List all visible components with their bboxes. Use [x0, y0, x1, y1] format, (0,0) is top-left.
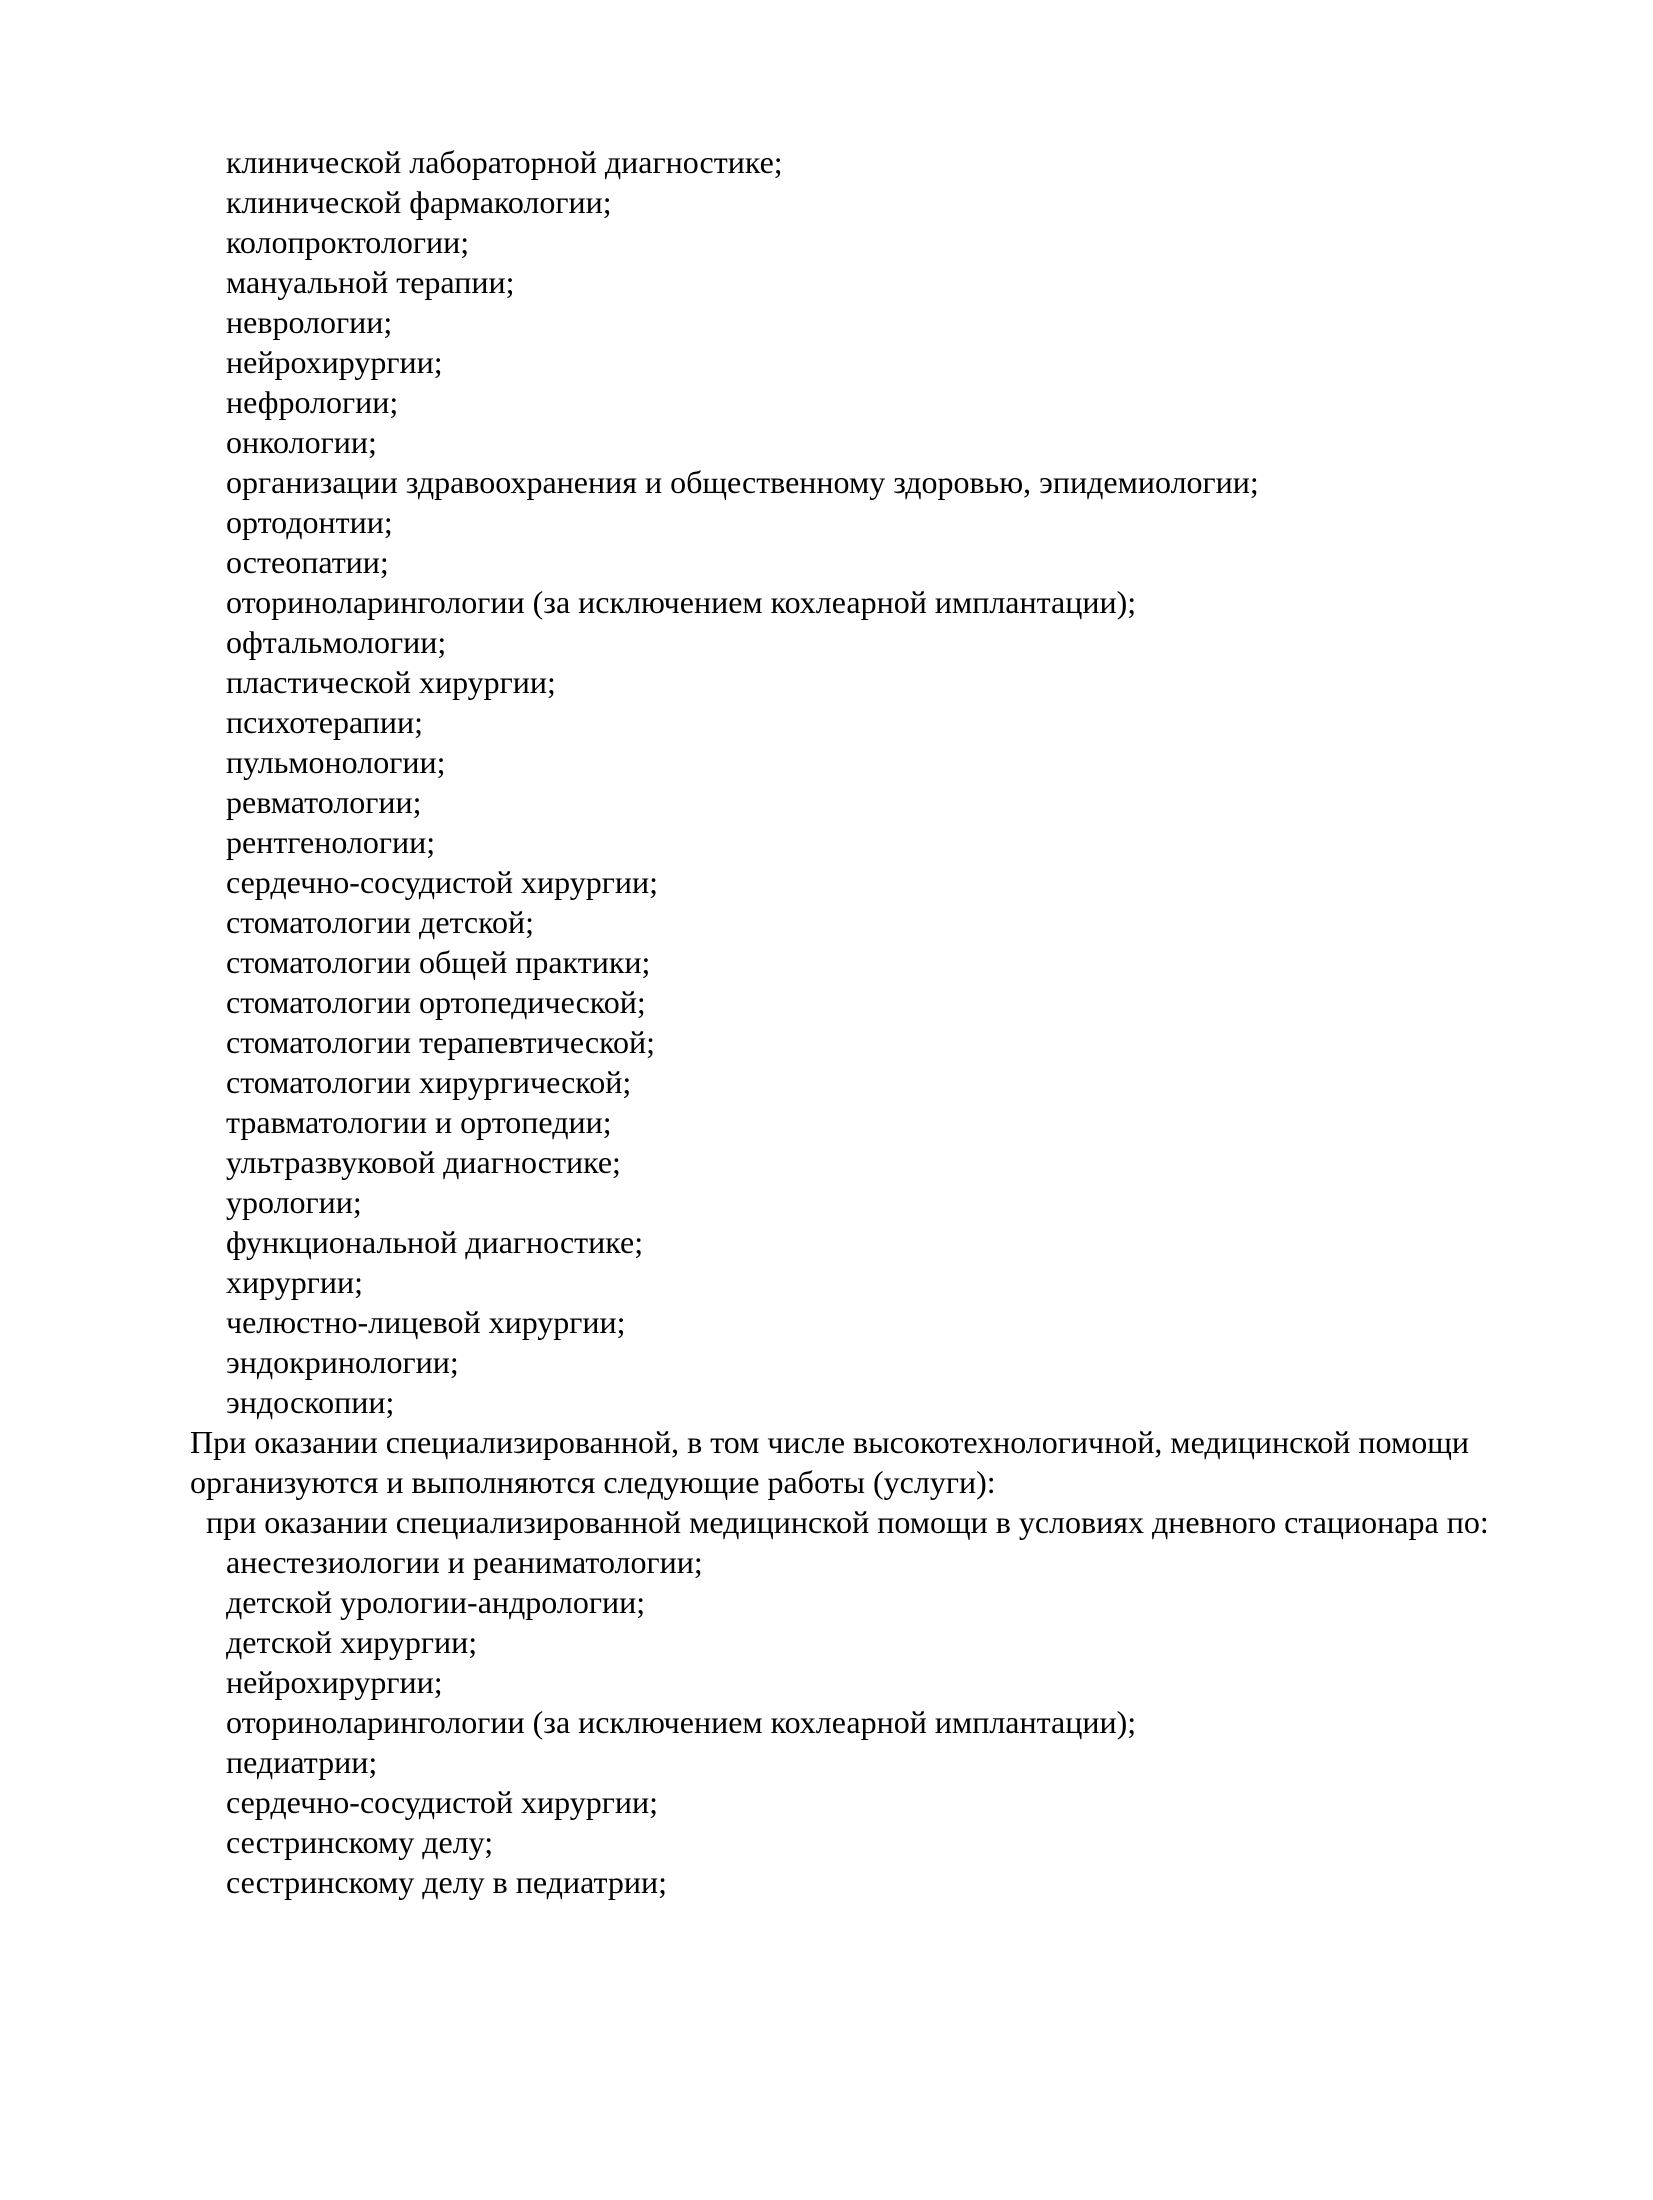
specialty-item: хирургии; — [226, 1264, 363, 1300]
specialty-item: нейрохирургии; — [226, 344, 443, 380]
specialty-item: функциональной диагностике; — [226, 1224, 644, 1260]
specialty-item: ультразвуковой диагностике; — [226, 1144, 621, 1180]
specialty-item: организации здравоохранения и общественному здоровью, эпидемиологии; — [226, 464, 1259, 500]
specialty-item: анестезиологии и реаниматологии; — [226, 1544, 703, 1580]
specialty-item: сестринскому делу; — [226, 1824, 494, 1860]
specialized-care-paragraph-line: организуются и выполняются следующие работы (услуги): — [190, 1464, 996, 1500]
specialty-item: оториноларингологии (за исключением кохлеарной имплантации); — [226, 584, 1137, 620]
specialty-item: оториноларингологии (за исключением кохлеарной имплантации); — [226, 1704, 1137, 1740]
specialty-item: ревматологии; — [226, 784, 422, 820]
specialty-item: клинической лабораторной диагностике; — [226, 144, 783, 180]
specialty-item: стоматологии хирургической; — [226, 1064, 632, 1100]
specialty-item: ортодонтии; — [226, 504, 393, 540]
specialty-item: педиатрии; — [226, 1744, 378, 1780]
specialty-item: онкологии; — [226, 424, 377, 460]
specialized-care-paragraph-line: При оказании специализированной, в том числе высокотехнологичной, медицинской помощи — [190, 1424, 1469, 1460]
specialty-item: урологии; — [226, 1184, 362, 1220]
specialty-item: колопроктологии; — [226, 224, 470, 260]
specialty-item: детской урологии-андрологии; — [226, 1584, 646, 1620]
specialty-item: пульмонологии; — [226, 744, 446, 780]
specialty-item: сестринскому делу в педиатрии; — [226, 1864, 667, 1900]
specialty-item: остеопатии; — [226, 544, 389, 580]
specialty-item: неврологии; — [226, 304, 393, 340]
specialty-item: сердечно-сосудистой хирургии; — [226, 864, 658, 900]
specialty-item: детской хирургии; — [226, 1624, 478, 1660]
specialty-item: пластической хирургии; — [226, 664, 556, 700]
specialty-item: травматологии и ортопедии; — [226, 1104, 612, 1140]
day-hospital-heading: при оказании специализированной медицинской помощи в условиях дневного стационара по: — [206, 1504, 1489, 1540]
specialty-item: стоматологии терапевтической; — [226, 1024, 655, 1060]
specialty-item: эндокринологии; — [226, 1344, 459, 1380]
specialty-item: психотерапии; — [226, 704, 424, 740]
specialty-item: нефрологии; — [226, 384, 399, 420]
specialty-item: челюстно-лицевой хирургии; — [226, 1304, 626, 1340]
specialty-item: нейрохирургии; — [226, 1664, 443, 1700]
specialty-item: сердечно-сосудистой хирургии; — [226, 1784, 658, 1820]
specialty-item: офтальмологии; — [226, 624, 447, 660]
specialty-item: стоматологии ортопедической; — [226, 984, 646, 1020]
specialty-item: рентгенологии; — [226, 824, 436, 860]
specialty-item: клинической фармакологии; — [226, 184, 612, 220]
specialty-item: стоматологии общей практики; — [226, 944, 651, 980]
specialty-item: эндоскопии; — [226, 1384, 395, 1420]
specialty-item: мануальной терапии; — [226, 264, 515, 300]
specialty-item: стоматологии детской; — [226, 904, 535, 940]
